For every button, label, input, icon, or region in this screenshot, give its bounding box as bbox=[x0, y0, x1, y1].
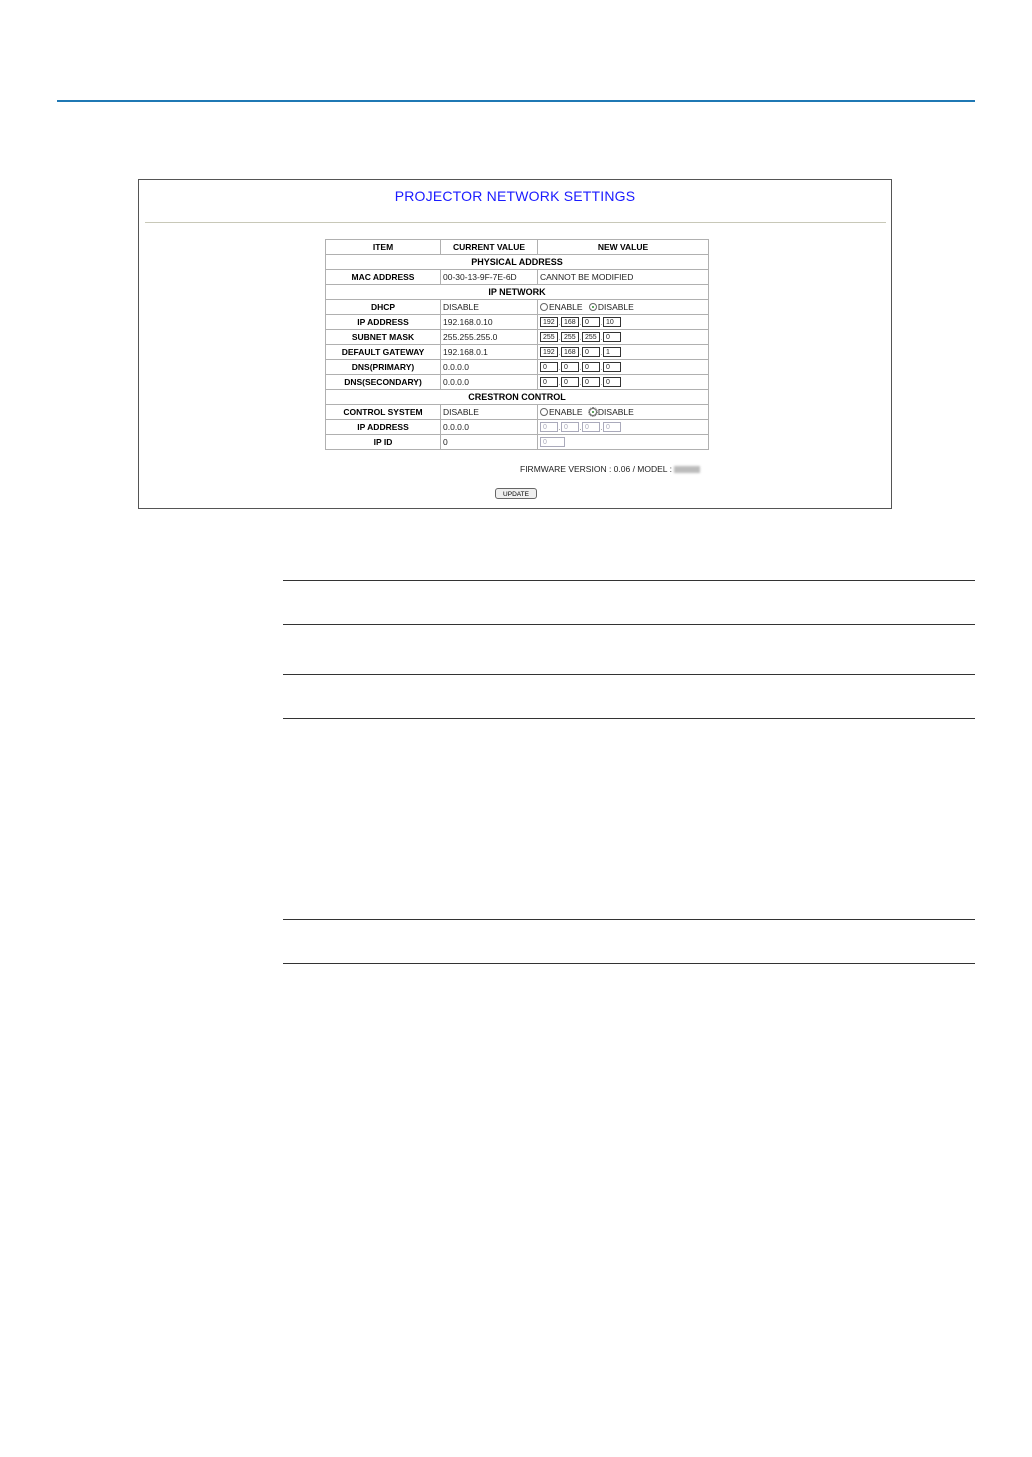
ip-octet-input[interactable]: 168 bbox=[561, 317, 579, 327]
dns-secondary-octet-input[interactable]: 0 bbox=[540, 377, 558, 387]
panel-title: PROJECTOR NETWORK SETTINGS bbox=[394, 188, 636, 204]
control-enable-radio[interactable] bbox=[540, 408, 548, 416]
title-divider bbox=[145, 222, 886, 223]
table-row bbox=[326, 270, 709, 285]
item-label: MAC ADDRESS bbox=[326, 270, 441, 285]
section-row bbox=[326, 255, 709, 270]
ip-id-input[interactable]: 0 bbox=[540, 437, 565, 447]
ip-id-cell bbox=[538, 435, 709, 450]
current-value: DISABLE bbox=[441, 405, 538, 420]
divider-line bbox=[283, 580, 975, 581]
section-ip-network: IP NETWORK bbox=[326, 285, 709, 300]
dns-primary-octet-input[interactable]: 0 bbox=[582, 362, 600, 372]
dns-primary-octet-input[interactable]: 0 bbox=[603, 362, 621, 372]
table-header-row bbox=[326, 240, 709, 255]
section-row bbox=[326, 390, 709, 405]
item-label: IP ID bbox=[326, 435, 441, 450]
control-disable-radio[interactable] bbox=[589, 408, 597, 416]
header-current-value: CURRENT VALUE bbox=[441, 240, 538, 255]
gateway-octet-input[interactable]: 168 bbox=[561, 347, 579, 357]
table-row bbox=[326, 405, 709, 420]
gateway-octet-input[interactable]: 1 bbox=[603, 347, 621, 357]
table-row bbox=[326, 345, 709, 360]
section-row bbox=[326, 285, 709, 300]
crestron-ip-octet-input[interactable]: 0 bbox=[540, 422, 558, 432]
dns-secondary-octet-input[interactable]: 0 bbox=[603, 377, 621, 387]
gateway-octet-input[interactable]: 0 bbox=[582, 347, 600, 357]
ip-octet-input[interactable]: 192 bbox=[540, 317, 558, 327]
crestron-ip-octet-input[interactable]: 0 bbox=[603, 422, 621, 432]
table-row bbox=[326, 315, 709, 330]
dns-secondary-octet-input[interactable]: 0 bbox=[561, 377, 579, 387]
table-row bbox=[326, 375, 709, 390]
dns-primary-octet-input[interactable]: 0 bbox=[540, 362, 558, 372]
new-value-text: CANNOT BE MODIFIED bbox=[538, 270, 709, 285]
current-value: 00-30-13-9F-7E-6D bbox=[441, 270, 538, 285]
dhcp-enable-radio[interactable] bbox=[540, 303, 548, 311]
ip-address-inputs: 192 . 168 . 0 . 10 bbox=[538, 315, 709, 330]
divider-line bbox=[283, 624, 975, 625]
radio-label: ENABLE bbox=[549, 407, 583, 418]
current-value: 192.168.0.10 bbox=[441, 315, 538, 330]
divider-line bbox=[283, 919, 975, 920]
item-label: DEFAULT GATEWAY bbox=[326, 345, 441, 360]
table-row bbox=[326, 420, 709, 435]
dns-secondary-inputs: 0 . 0 . 0 . 0 bbox=[538, 375, 709, 390]
item-label: DNS(PRIMARY) bbox=[326, 360, 441, 375]
dns-primary-inputs: 0 . 0 . 0 . 0 bbox=[538, 360, 709, 375]
top-accent-line bbox=[57, 100, 975, 102]
subnet-octet-input[interactable]: 255 bbox=[540, 332, 558, 342]
subnet-octet-input[interactable]: 255 bbox=[561, 332, 579, 342]
divider-line bbox=[283, 963, 975, 964]
model-name-redacted bbox=[674, 466, 700, 473]
item-label: IP ADDRESS bbox=[326, 315, 441, 330]
dns-secondary-octet-input[interactable]: 0 bbox=[582, 377, 600, 387]
item-label: IP ADDRESS bbox=[326, 420, 441, 435]
subnet-octet-input[interactable]: 0 bbox=[603, 332, 621, 342]
divider-line bbox=[283, 718, 975, 719]
divider-line bbox=[283, 674, 975, 675]
header-new-value: NEW VALUE bbox=[538, 240, 709, 255]
gateway-octet-input[interactable]: 192 bbox=[540, 347, 558, 357]
firmware-version bbox=[520, 464, 700, 474]
radio-label: ENABLE bbox=[549, 302, 583, 313]
table-row bbox=[326, 360, 709, 375]
firmware-text: FIRMWARE VERSION : 0.06 / MODEL : bbox=[520, 464, 672, 474]
radio-label: DISABLE bbox=[597, 407, 634, 418]
radio-label: DISABLE bbox=[597, 302, 634, 313]
item-label: SUBNET MASK bbox=[326, 330, 441, 345]
crestron-ip-inputs: 0 . 0 . 0 . 0 bbox=[538, 420, 709, 435]
dhcp-disable-radio[interactable] bbox=[589, 303, 597, 311]
network-settings-panel bbox=[138, 179, 892, 509]
table-row bbox=[326, 435, 709, 450]
gateway-inputs: 192 . 168 . 0 . 1 bbox=[538, 345, 709, 360]
ip-octet-input[interactable]: 0 bbox=[582, 317, 600, 327]
crestron-ip-octet-input[interactable]: 0 bbox=[561, 422, 579, 432]
current-value: 192.168.0.1 bbox=[441, 345, 538, 360]
update-button[interactable]: UPDATE bbox=[495, 488, 537, 499]
item-label: DHCP bbox=[326, 300, 441, 315]
table-row bbox=[326, 300, 709, 315]
dns-primary-octet-input[interactable]: 0 bbox=[561, 362, 579, 372]
network-settings-table bbox=[325, 239, 709, 450]
control-system-radio-group bbox=[538, 405, 709, 420]
current-value: 0.0.0.0 bbox=[441, 375, 538, 390]
item-label: CONTROL SYSTEM bbox=[326, 405, 441, 420]
section-crestron-control: CRESTRON CONTROL bbox=[326, 390, 709, 405]
section-physical-address: PHYSICAL ADDRESS bbox=[326, 255, 709, 270]
subnet-octet-input[interactable]: 255 bbox=[582, 332, 600, 342]
current-value: 255.255.255.0 bbox=[441, 330, 538, 345]
crestron-ip-octet-input[interactable]: 0 bbox=[582, 422, 600, 432]
current-value: 0.0.0.0 bbox=[441, 360, 538, 375]
dhcp-radio-group bbox=[538, 300, 709, 315]
item-label: DNS(SECONDARY) bbox=[326, 375, 441, 390]
current-value: 0 bbox=[441, 435, 538, 450]
ip-octet-input[interactable]: 10 bbox=[603, 317, 621, 327]
subnet-mask-inputs: 255 . 255 . 255 . 0 bbox=[538, 330, 709, 345]
table-row bbox=[326, 330, 709, 345]
header-item: ITEM bbox=[326, 240, 441, 255]
current-value: 0.0.0.0 bbox=[441, 420, 538, 435]
current-value: DISABLE bbox=[441, 300, 538, 315]
